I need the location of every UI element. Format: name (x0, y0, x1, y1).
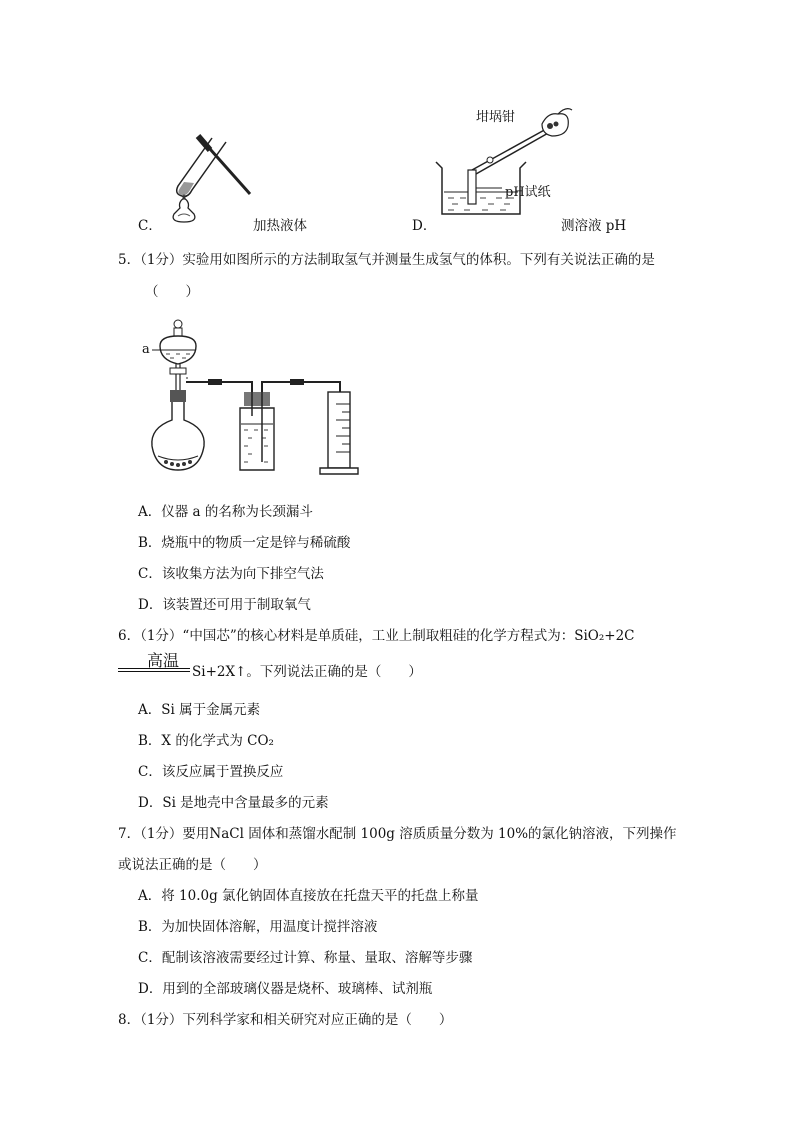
figure-label-a: a (142, 342, 150, 357)
option-c-letter: C． (138, 218, 162, 234)
q5-option-d: D．该装置还可用于制取氧气 (138, 597, 311, 613)
q6-option-b: B．X 的化学式为 CO₂ (138, 733, 274, 749)
hydrogen-apparatus-figure (140, 316, 380, 482)
q6-option-a: A．Si 属于金属元素 (138, 702, 261, 718)
heating-liquid-figure (150, 128, 260, 228)
crucible-tongs-label: 坩埚钳 (476, 110, 516, 125)
q6-stem-line2: Si+2X↑。下列说法正确的是（ ） (192, 664, 422, 680)
q6-option-d: D．Si 是地壳中含量最多的元素 (138, 795, 329, 811)
q7-stem-line2: 或说法正确的是（ ） (118, 857, 267, 873)
q5-stem: 5．（1分）实验用如图所示的方法制取氢气并测量生成氢气的体积。下列有关说法正确的是 (118, 252, 655, 268)
q7-stem-line1: 7．（1分）要用NaCl 固体和蒸馏水配制 100g 溶质质量分数为 10%的氯化钠溶液，下列操作 (118, 826, 677, 842)
q5-option-c: C．该收集方法为向下排空气法 (138, 566, 324, 582)
ph-paper-label: pH试纸 (505, 185, 551, 200)
option-c-caption: 加热液体 (253, 218, 307, 234)
q5-option-a: A．仪器 a 的名称为长颈漏斗 (138, 504, 313, 520)
q6-stem-line1: 6．（1分）“中国芯”的核心材料是单质硅，工业上制取粗硅的化学方程式为：SiO₂+2C (118, 628, 635, 644)
option-d-caption: 测溶液 pH (561, 218, 627, 234)
q7-option-b: B．为加快固体溶解，用温度计搅拌溶液 (138, 919, 378, 935)
q8-stem: 8．（1分）下列科学家和相关研究对应正确的是（ ） (118, 1012, 453, 1028)
condition-equals-line (118, 668, 190, 672)
option-d-letter: D． (412, 218, 437, 234)
q5-answer-blank: （ ） (145, 284, 199, 300)
q7-option-a: A．将 10.0g 氯化钠固体直接放在托盘天平的托盘上称量 (138, 888, 479, 904)
q7-option-d: D．用到的全部玻璃仪器是烧杯、玻璃棒、试剂瓶 (138, 981, 433, 997)
q7-option-c: C．配制该溶液需要经过计算、称量、量取、溶解等步骤 (138, 950, 473, 966)
reaction-condition: 高温 (147, 651, 180, 670)
q6-option-c: C．该反应属于置换反应 (138, 764, 284, 780)
q5-option-b: B．烧瓶中的物质一定是锌与稀硫酸 (138, 535, 351, 551)
